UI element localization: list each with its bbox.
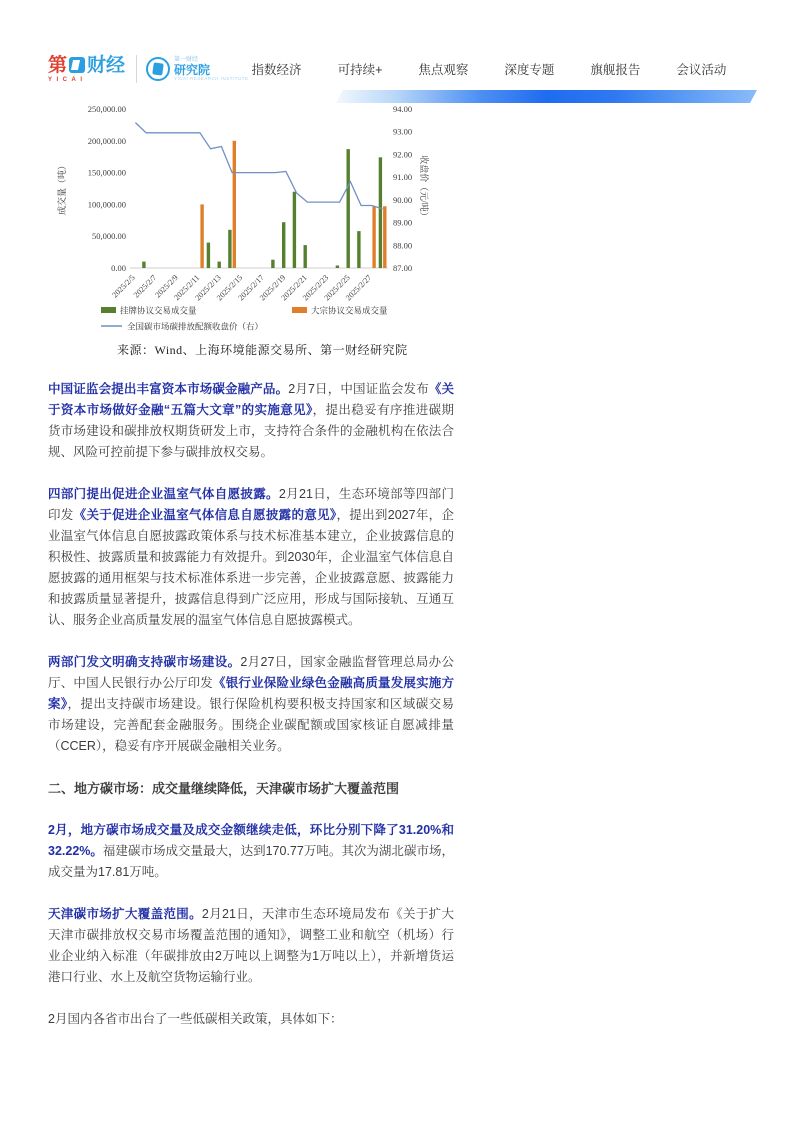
svg-text:150,000.00: 150,000.00 — [87, 167, 126, 178]
text-segment: 《关于资本市场做好金融“五篇大文章”的实施意见》 — [48, 382, 454, 417]
yicai-logo-text — [48, 56, 125, 75]
text-segment: 《关于促进企业温室气体信息自愿披露的意见》 — [73, 508, 337, 522]
nav-item-flagship-reports[interactable]: 旗舰报告 — [590, 63, 641, 77]
institute-text — [174, 57, 249, 82]
svg-text:2025/2/7: 2025/2/7 — [131, 273, 159, 300]
header-divider — [136, 55, 137, 83]
research-institute-logo[interactable] — [146, 57, 249, 82]
text-segment: ，提出稳妥有序推进碳期货市场建设和碳排放权期货研发上市，支持符合条件的金融机构在依法合规、风险可控前提下参与碳排放权交易。 — [48, 403, 454, 459]
article-paragraph — [48, 484, 454, 631]
svg-text:2025/2/13: 2025/2/13 — [193, 273, 223, 303]
text-segment: 2月21日，生态环境部等四部门印发 — [48, 487, 454, 522]
svg-text:93.00: 93.00 — [393, 126, 413, 137]
text-segment: 福建碳市场成交量最大，达到170.77万吨。其次为湖北碳市场，成交量为17.81万吨。 — [48, 844, 454, 879]
svg-text:2025/2/17: 2025/2/17 — [236, 273, 266, 303]
text-segment: 2月7日，中国证监会发布 — [288, 382, 429, 396]
nav-item-conferences[interactable]: 会议活动 — [676, 63, 727, 77]
legend-label-line: 全国碳市场碳排放配额收盘价（右） — [127, 321, 264, 332]
institute-en-label: YICAI RESEARCH INSTITUTE — [174, 75, 249, 81]
institute-top-label: 第一财经 — [174, 56, 199, 63]
article-paragraph — [48, 379, 454, 463]
svg-text:200,000.00: 200,000.00 — [87, 135, 126, 146]
left-axis-title: 成交量（吨） — [57, 160, 67, 216]
svg-text:2025/2/19: 2025/2/19 — [257, 273, 288, 303]
text-segment: 两部门发文明确支持碳市场建设。 — [48, 655, 241, 669]
svg-text:2025/2/23: 2025/2/23 — [300, 273, 331, 303]
legend-swatch-block — [292, 307, 307, 313]
text-segment: 中国证监会提出丰富资本市场碳金融产品。 — [48, 382, 289, 396]
article-paragraph — [48, 1009, 454, 1030]
right-axis-title: 收盘价（元/吨） — [419, 155, 429, 221]
brand-en-label: YICAI — [48, 76, 87, 83]
nav-item-deep-topics[interactable]: 深度专题 — [504, 63, 555, 77]
section-heading — [48, 778, 454, 799]
main-nav — [252, 60, 727, 78]
yicai-logo[interactable] — [48, 56, 125, 83]
site-header — [48, 50, 763, 88]
brand-square-icon — [69, 57, 85, 73]
svg-text:50,000.00: 50,000.00 — [92, 231, 126, 242]
nav-item-index-economy[interactable]: 指数经济 — [251, 63, 302, 77]
svg-text:2025/2/25: 2025/2/25 — [322, 273, 352, 303]
legend-label-listed: 挂牌协议交易成交量 — [120, 305, 197, 316]
chart-source-note: 来源：Wind、上海环境能源交易所、第一财经研究院 — [117, 343, 408, 357]
text-segment: 2月27日，国家金融监督管理总局办公厅、中国人民银行办公厅印发 — [48, 655, 454, 690]
text-segment: ，提出到2027年，企业温室气体信息自愿披露政策体系与技术标准基本建立，企业披露信息的积极性、披露质量和披露能力有效提升。到2030年，企业温室气体信息自愿披露的通用框架与技术标准体系进一步完善，企业披露意愿、披露能力和披露质量显著提升，披露信息得到广泛应用，形成与国际接轨、互通互认、服务企业高质量发展的温室气体信息自愿披露模式。 — [48, 508, 454, 627]
svg-text:91.00: 91.00 — [393, 172, 413, 183]
svg-text:0.00: 0.00 — [111, 263, 126, 273]
text-segment: 四部门提出促进企业温室气体自愿披露。 — [48, 487, 279, 501]
svg-text:92.00: 92.00 — [393, 149, 413, 160]
article-paragraph — [48, 652, 454, 757]
legend-label-block: 大宗协议交易成交量 — [311, 305, 388, 316]
carbon-market-chart — [52, 98, 482, 342]
svg-text:2025/2/21: 2025/2/21 — [279, 273, 309, 303]
text-segment: ，提出支持碳市场建设。银行保险机构要积极支持国家和区域碳交易市场建设，完善配套金融服务。围绕企业碳配额或国家核证自愿减排量（CCER），稳妥有序开展碳金融相关业务。 — [48, 697, 454, 753]
svg-text:2025/2/15: 2025/2/15 — [214, 273, 245, 303]
text-segment: 2月国内各省市出台了一些低碳相关政策，具体如下： — [48, 1012, 343, 1026]
svg-text:2025/2/27: 2025/2/27 — [343, 273, 374, 303]
close-price-line — [135, 123, 382, 209]
svg-text:88.00: 88.00 — [393, 240, 413, 251]
svg-text:2025/2/5: 2025/2/5 — [110, 273, 137, 300]
text-segment: 2月21日，天津市生态环境局发布《关于扩大天津市碳排放权交易市场覆盖范围的通知》，调整工业和航空（机场）行业企业纳入标准（年碳排放由2万吨以上调整为1万吨以上），并新增货运港口行业、水上及航空货物运输行业。 — [48, 907, 454, 984]
text-segment: 《银行业保险业绿色金融高质量发展实施方案》 — [48, 676, 454, 711]
institute-square-icon — [152, 62, 164, 75]
bar-series-0 — [142, 149, 382, 268]
svg-text:89.00: 89.00 — [393, 217, 413, 228]
nav-item-focus-watch[interactable]: 焦点观察 — [418, 63, 469, 77]
nav-item-sustainability[interactable]: 可持续+ — [337, 63, 383, 77]
svg-text:90.00: 90.00 — [393, 194, 413, 205]
brand-char-first: 第 — [48, 54, 68, 76]
institute-name-label: 研究院 — [174, 62, 211, 77]
svg-text:100,000.00: 100,000.00 — [87, 199, 126, 210]
svg-text:2025/2/11: 2025/2/11 — [172, 273, 202, 303]
brand-char-rest: 财经 — [87, 54, 126, 76]
text-segment: 二、地方碳市场：成交量继续降低，天津碳市场扩大覆盖范围 — [48, 781, 400, 796]
legend-swatch-listed — [101, 307, 116, 313]
article-paragraph — [48, 904, 454, 988]
svg-text:94.00: 94.00 — [393, 104, 413, 114]
article-body — [48, 379, 454, 1051]
chart-svg — [52, 98, 482, 342]
svg-text:2025/2/9: 2025/2/9 — [153, 273, 180, 300]
text-segment: 天津碳市场扩大覆盖范围。 — [48, 907, 202, 921]
svg-text:250,000.00: 250,000.00 — [87, 104, 126, 114]
institute-circle-icon — [146, 57, 170, 81]
svg-text:87.00: 87.00 — [393, 263, 413, 273]
text-segment: 2月，地方碳市场成交量及成交金额继续走低，环比分别下降了31.20%和32.22%。 — [48, 823, 454, 858]
article-paragraph — [48, 820, 454, 883]
